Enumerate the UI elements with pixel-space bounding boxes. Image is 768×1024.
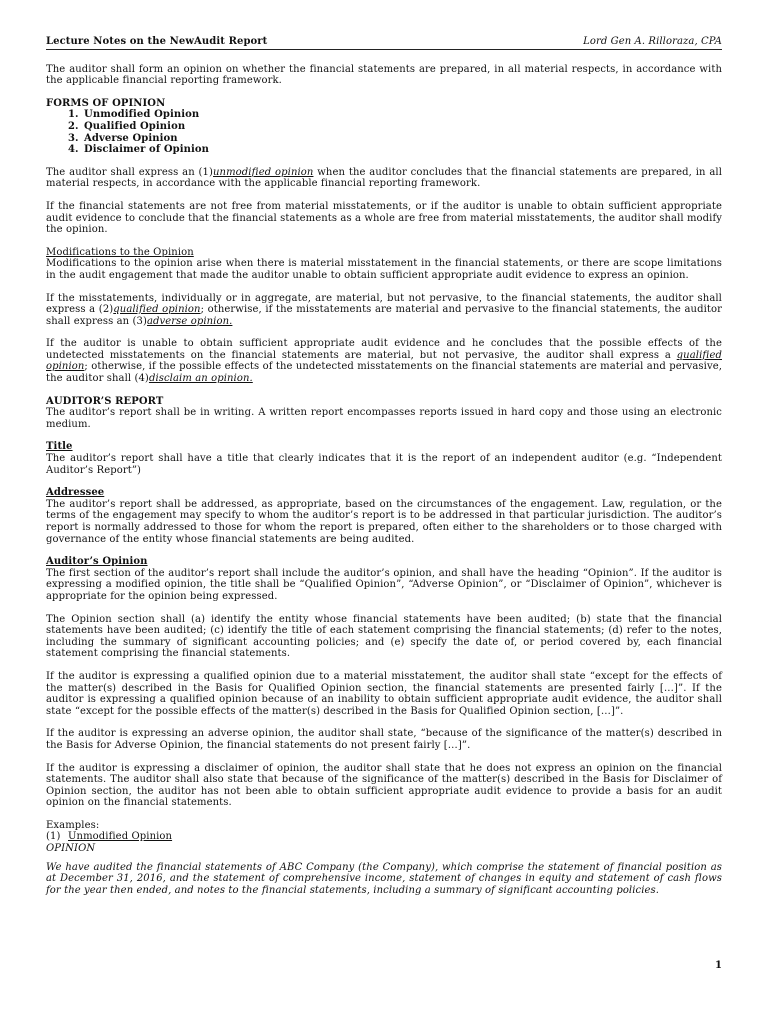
addressee-paragraph: The auditor’s report shall be addressed, as appropriate, based on the circumstances of the engagement. Law, regulation, or the terms of the engagement may specify to whom the auditor’s report is to be addressed in that particular jurisdiction. The auditor’s report is normally addressed to those for whom the report is prepared, often either to the shareholders or to those charged with governance of the entity whose financial statements are being audited. xyxy=(46,498,722,545)
addressee-heading: Addressee xyxy=(46,487,105,499)
auditors-opinion-paragraph: The first section of the auditor’s report shall include the auditor’s opinion, and shall have the heading “Opinion”. If the auditor is expressing a modified opinion, the title shall be “Qualified Opinion”, “Adverse Opinion”, or “Disclaimer of Opinion”, whichever is appropriate for the opinion being expressed. xyxy=(46,567,722,602)
example-italic-paragraph: We have audited the financial statements of ABC Company (the Company), which comprise the statement of financial position as at December 31, 2016, and the statement of comprehensive income, statement of changes in equity and statement of cash flows for the year then ended, and notes to the financial statements, including a summary of significant accounting policies. xyxy=(46,861,722,896)
misstatements-paragraph: If the misstatements, individually or in aggregate, are material, but not pervasive, to the financial statements, the auditor shall express a (2)qualified opinion; otherwise, if the misstatements are material and pervasive to the financial statements, the auditor shall express an (3)adverse opinion. xyxy=(46,292,722,327)
intro-paragraph: The auditor shall form an opinion on whether the financial statements are prepared, in all material respects, in accordance with the applicable financial reporting framework. xyxy=(46,63,722,87)
example-subheading: OPINION xyxy=(46,843,96,855)
forms-list xyxy=(46,109,722,155)
adverse-paragraph: If the auditor is expressing an adverse opinion, the auditor shall state, “because of the significance of the matter(s) described in the Basis for Adverse Opinion, the financial statements do not present fairly […]”. xyxy=(46,728,722,751)
unable-paragraph: If the auditor is unable to obtain sufficient appropriate audit evidence and he concludes that the possible effects of the undetected misstatements on the financial statements are material, but not pervasive, the auditor shall express a qualified opinion; otherwise, if the possible effects of the undetected misstatements on the financial statements are material and pervasive, the auditor shall (4)disclaim an opinion. xyxy=(46,338,722,385)
header-title: Lecture Notes on the NewAudit Report xyxy=(46,36,268,47)
report-paragraph: The auditor’s report shall be in writing. A written report encompasses reports issued in hard copy and those using an electronic medium. xyxy=(46,407,722,430)
page-number: 1 xyxy=(714,960,722,971)
example-item: (1) Unmodified Opinion xyxy=(46,831,173,843)
title-heading: Title xyxy=(46,441,73,453)
unmodified-paragraph: The auditor shall express an (1)unmodified opinion when the auditor concludes that the financial statements are prepared, in all material respects, in accordance with the applicable financial reporting framework. xyxy=(46,166,722,190)
list-item: 3. Adverse Opinion xyxy=(68,132,178,144)
opinion-section-paragraph: The Opinion section shall (a) identify the entity whose financial statements have been audited; (b) state that the financial statements have been audited; (c) identify the title of each statement comprising the financial statements; (d) refer to the notes, including the summary of significant accounting policies; and (e) specify the date of, or period covered by, each financial statement comprising the financial statements. xyxy=(46,613,722,660)
list-item: 4. Disclaimer of Opinion xyxy=(68,144,210,156)
auditors-opinion-heading: Auditor’s Opinion xyxy=(46,556,148,568)
header-author: Lord Gen A. Rilloraza, CPA xyxy=(583,36,722,47)
title-paragraph: The auditor’s report shall have a title that clearly indicates that it is the report of an independent auditor (e.g. “Independent Auditor’s Report”) xyxy=(46,453,722,476)
page-header xyxy=(46,36,722,50)
list-item: 1. Unmodified Opinion xyxy=(68,109,200,121)
qualified-paragraph: If the auditor is expressing a qualified opinion due to a material misstatement, the auditor shall state “except for the effects of the matter(s) described in the Basis for Qualified Opinion section, the financial statements are presented fairly […]”. If the auditor is expressing a qualified opinion because of an inability to obtain sufficient appropriate audit evidence, the auditor shall state “except for the possible effects of the matter(s) described in the Basis for Qualified Opinion section, […]”. xyxy=(46,670,722,717)
forms-heading: FORMS OF OPINION xyxy=(46,97,166,109)
examples-label: Examples: xyxy=(46,819,100,831)
disclaimer-paragraph: If the auditor is expressing a disclaimer of opinion, the auditor shall state that he does not express an opinion on the financial statements. The auditor shall also state that because of the significance of the matter(s) described in the Basis for Disclaimer of Opinion section, the auditor has not been able to obtain sufficient appropriate audit evidence to provide a basis for an audit opinion on the financial statements. xyxy=(46,762,722,809)
modifications-heading: Modifications to the Opinion xyxy=(46,246,194,258)
not-free-paragraph: If the financial statements are not free from material misstatements, or if the auditor is unable to obtain sufficient appropriate audit evidence to conclude that the financial statements as a whole are free from material misstatements, the auditor shall modify the opinion. xyxy=(46,200,722,236)
list-item: 2. Qualified Opinion xyxy=(68,120,186,132)
report-heading: AUDITOR’S REPORT xyxy=(46,395,164,407)
modifications-paragraph: Modifications to the opinion arise when there is material misstatement in the financial statements, or there are scope limitations in the audit engagement that made the auditor unable to obtain sufficient appropriate audit evidence to express an opinion. xyxy=(46,258,722,281)
